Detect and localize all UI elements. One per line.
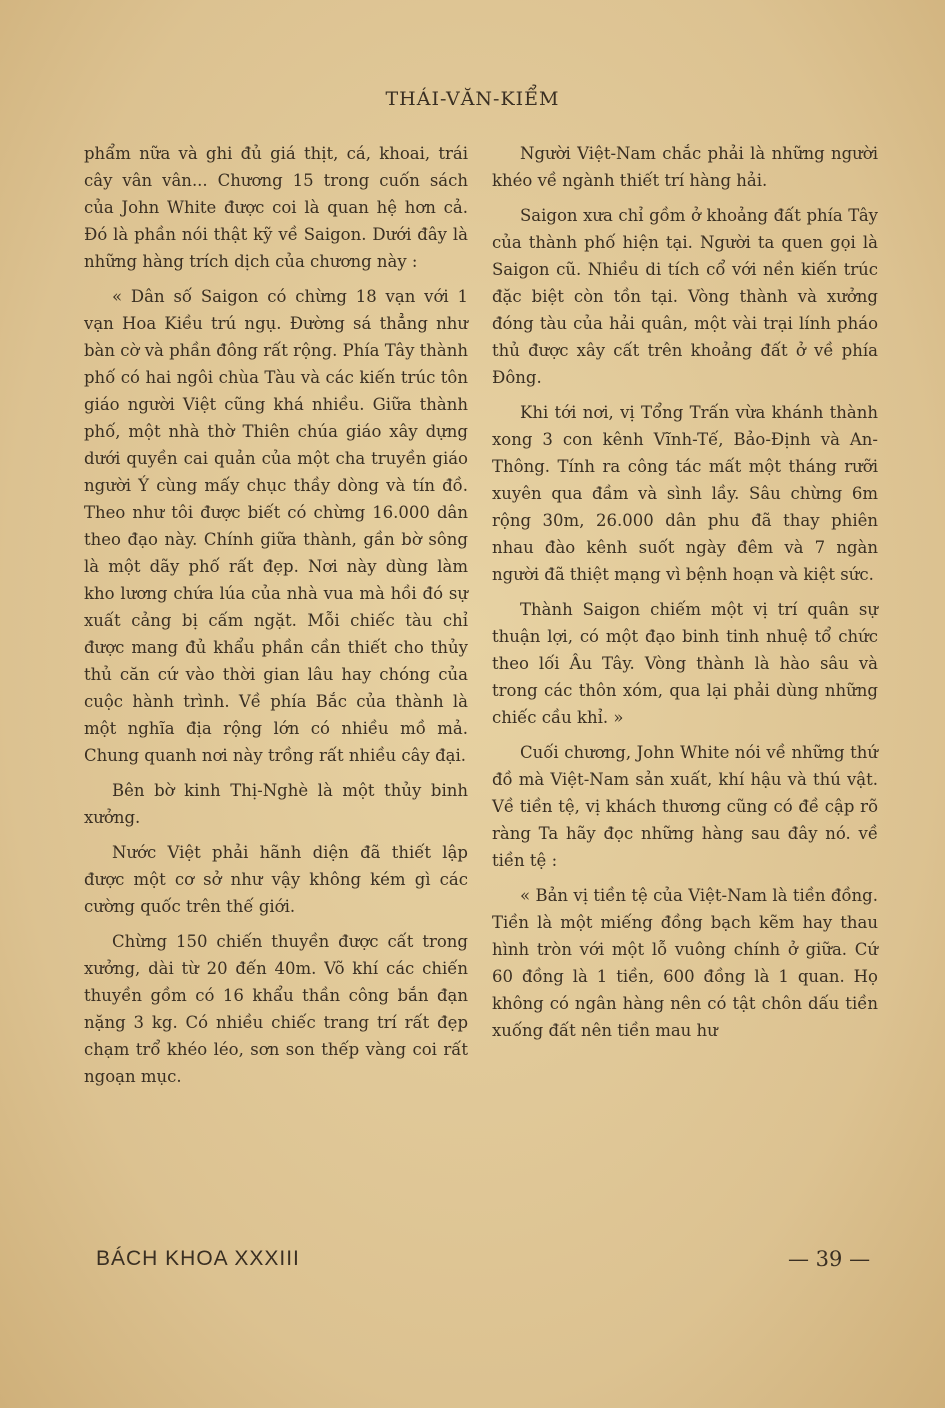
left-column bbox=[84, 140, 468, 1098]
paragraph: Bên bờ kinh Thị-Nghè là một thủy binh xưởng. bbox=[84, 781, 468, 827]
paragraph: phẩm nữa và ghi đủ giá thịt, cá, khoai, trái cây vân vân... Chương 15 trong cuốn sách của John White được coi là quan hệ hơn cả. Đó là phần nói thật kỹ về Saigon. Dưới đây là những hàng trích dịch của chương này : bbox=[84, 144, 468, 271]
page-number: — 39 — bbox=[788, 1247, 871, 1271]
paragraph: Người Việt-Nam chắc phải là những người khéo về ngành thiết trí hàng hải. bbox=[492, 144, 878, 190]
running-header-author: THÁI-VĂN-KIỂM bbox=[385, 88, 560, 110]
paragraph: « Bản vị tiền tệ của Việt-Nam là tiền đồng. Tiền là một miếng đồng bạch kẽm hay thau hình tròn với một lỗ vuông chính ở giữa. Cứ 60 đồng là 1 tiền, 600 đồng là 1 quan. Họ không có ngân hàng nên có tật chôn dấu tiền xuống đất nên tiền mau hư bbox=[492, 886, 878, 1040]
right-column bbox=[492, 140, 878, 1052]
paragraph: « Dân số Saigon có chừng 18 vạn với 1 vạn Hoa Kiều trú ngụ. Đường sá thẳng như bàn cờ và phần đông rất rộng. Phía Tây thành phố có hai ngôi chùa Tàu và các kiến trúc tôn giáo người Việt cũng khá nhiều. Giữa thành phố, một nhà thờ Thiên chúa giáo xây dựng dưới quyền cai quản của một cha truyền giáo người Ý cùng mấy chục thầy dòng và tín đồ. Theo như tôi được biết có chừng 16.000 dân theo đạo này. Chính giữa thành, gần bờ sông là một dãy phố rất đẹp. Nơi này dùng làm kho lương chứa lúa của nhà vua mà hồi đó sự xuất cảng bị cấm ngặt. Mỗi chiếc tàu chỉ được mang đủ khẩu phần cần thiết cho thủy thủ căn cứ vào thời gian lâu hay chóng của cuộc hành trình. Về phía Bắc của thành là một nghĩa địa rộng lớn có nhiều mồ mả. Chung quanh nơi này trồng rất nhiều cây đại. bbox=[84, 287, 468, 765]
paragraph: Nước Việt phải hãnh diện đã thiết lập được một cơ sở như vậy không kém gì các cường quốc trên thế giới. bbox=[84, 843, 468, 916]
paragraph: Cuối chương, John White nói về những thứ đồ mà Việt-Nam sản xuất, khí hậu và thú vật. Về tiền tệ, vị khách thương cũng có đề cập rõ ràng Ta hãy đọc những hàng sau đây nó. về tiền tệ : bbox=[492, 743, 878, 870]
paragraph: Saigon xưa chỉ gồm ở khoảng đất phía Tây của thành phố hiện tại. Người ta quen gọi là Saigon cũ. Nhiều di tích cổ với nền kiến trúc đặc biệt còn tồn tại. Vòng thành và xưởng đóng tàu của hải quân, một vài trại lính pháo thủ được xây cất trên khoảng đất ở về phía Đông. bbox=[492, 206, 878, 387]
paragraph: Chừng 150 chiến thuyền được cất trong xưởng, dài từ 20 đến 40m. Võ khí các chiến thuyền gồm có 16 khẩu thần công bắn đạn nặng 3 kg. Có nhiều chiếc trang trí rất đẹp chạm trổ khéo léo, sơn son thếp vàng coi rất ngoạn mục. bbox=[84, 932, 468, 1086]
paragraph: Khi tới nơi, vị Tổng Trấn vừa khánh thành xong 3 con kênh Vĩnh-Tế, Bảo-Định và An-Thông. Tính ra công tác mất một tháng rưỡi xuyên qua đầm và sình lầy. Sâu chừng 6m rộng 30m, 26.000 dân phu đã thay phiên nhau đào kênh suốt ngày đêm và 7 ngàn người đã thiệt mạng vì bệnh hoạn và kiệt sức. bbox=[492, 403, 878, 584]
paragraph: Thành Saigon chiếm một vị trí quân sự thuận lợi, có một đạo binh tinh nhuệ tổ chức theo lối Âu Tây. Vòng thành là hào sâu và trong các thôn xóm, qua lại phải dùng những chiếc cầu khỉ. » bbox=[492, 600, 878, 727]
journal-footer: BÁCH KHOA XXXIII bbox=[96, 1247, 300, 1270]
